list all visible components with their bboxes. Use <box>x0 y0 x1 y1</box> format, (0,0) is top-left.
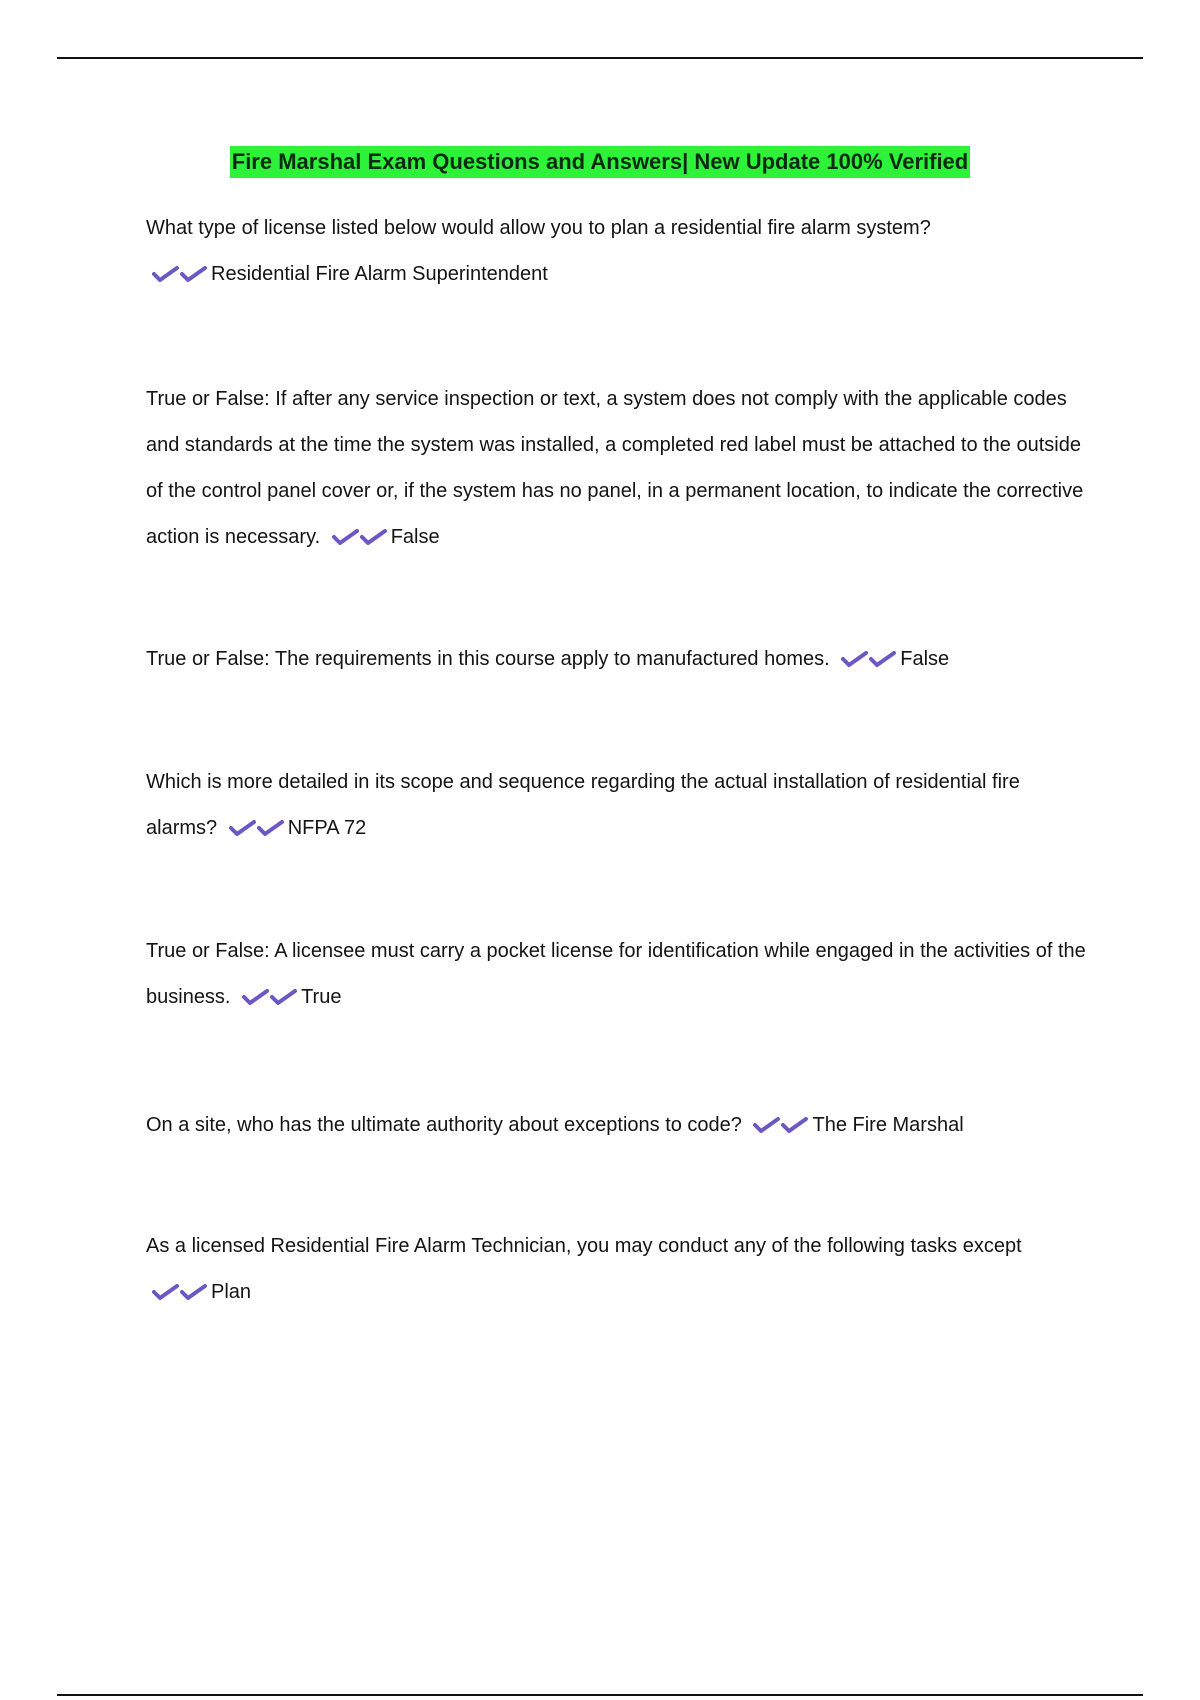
answer-text: False <box>900 648 950 670</box>
answer-text: False <box>390 526 440 548</box>
title-container <box>0 146 1200 178</box>
double-check-icon <box>242 978 298 1024</box>
double-check-icon <box>332 518 388 564</box>
qa-item-2 <box>146 376 1086 564</box>
answer-text: Plan <box>211 1281 252 1303</box>
double-check-icon <box>152 255 208 301</box>
answer-text: The Fire Marshal <box>812 1114 964 1136</box>
question-text: True or False: The requirements in this course apply to manufactured homes. <box>146 648 830 670</box>
question-text: True or False: If after any service inspection or text, a system does not comply with the applicable codes and standards at the time the system was installed, a completed red label must be attached to the outside of the control panel cover or, if the system has no panel, in a permanent location, to indicate the corrective action is necessary. <box>146 388 1084 548</box>
question-text: Which is more detailed in its scope and sequence regarding the actual installation of residential fire alarms? <box>146 771 1020 839</box>
double-check-icon <box>753 1106 809 1152</box>
question-text: As a licensed Residential Fire Alarm Technician, you may conduct any of the following tasks except <box>146 1235 1022 1257</box>
answer-text: NFPA 72 <box>287 817 367 839</box>
question-text: On a site, who has the ultimate authority about exceptions to code? <box>146 1114 742 1136</box>
qa-item-4 <box>146 759 1086 855</box>
qa-item-5 <box>146 928 1086 1024</box>
double-check-icon <box>841 640 897 686</box>
bottom-rule <box>57 1694 1143 1696</box>
qa-item-7 <box>146 1223 1086 1319</box>
question-text: What type of license listed below would allow you to plan a residential fire alarm system? <box>146 217 931 239</box>
double-check-icon <box>229 809 285 855</box>
question-text: True or False: A licensee must carry a pocket license for identification while engaged in the activities of the business. <box>146 940 1086 1008</box>
answer-text: Residential Fire Alarm Superintendent <box>211 263 548 285</box>
answer-text: True <box>301 986 342 1008</box>
qa-item-3 <box>146 636 1086 686</box>
page-title: Fire Marshal Exam Questions and Answers| New Update 100% Verified <box>230 146 970 178</box>
qa-item-1 <box>146 205 1086 301</box>
qa-item-6 <box>146 1102 1086 1152</box>
double-check-icon <box>152 1273 208 1319</box>
top-rule <box>57 57 1143 59</box>
